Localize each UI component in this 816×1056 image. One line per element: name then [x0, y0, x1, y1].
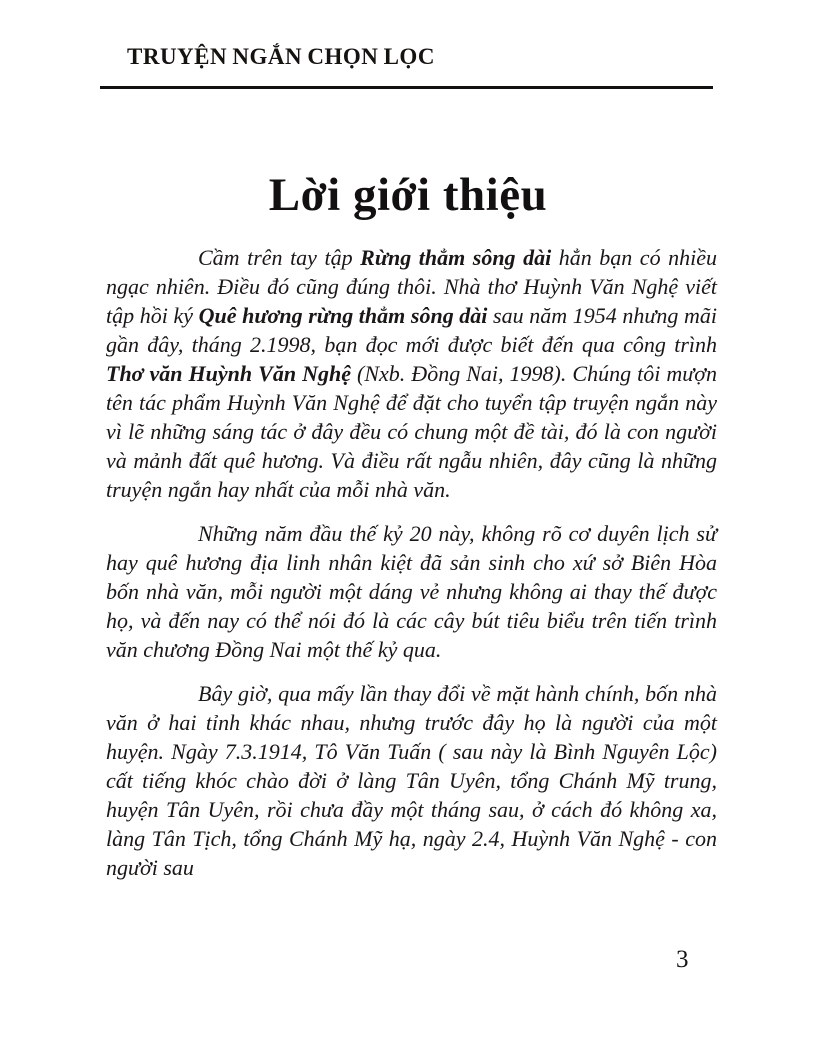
bold-run: Rừng thẳm sông dài: [360, 245, 552, 270]
paragraph: [106, 243, 717, 504]
text-run: sau năm 1954 nhưng mãi gần đây, tháng 2.1998, bạn đọc mới được biết đến qua công trình: [106, 303, 717, 357]
text-run: Bây giờ, qua mấy lần thay đổi về mặt hành chính, bốn nhà văn ở hai tỉnh khác nhau, nhưng trước đây họ là người của một huyện. Ngày 7.3.1914, Tô Văn Tuấn ( sau này là Bình Nguyên Lộc) cất tiếng khóc chào đời ở làng Tân Uyên, tổng Chánh Mỹ trung, huyện Tân Uyên, rồi chưa đầy một tháng sau, ở cách đó không xa, làng Tân Tịch, tổng Chánh Mỹ hạ, ngày 2.4, Huỳnh Văn Nghệ - con người sau: [106, 681, 717, 880]
paragraph: [106, 679, 717, 882]
text-run: Cầm trên tay tập: [198, 245, 361, 270]
header-rule: [100, 86, 713, 89]
page-number: 3: [676, 946, 689, 973]
page-title: Lời giới thiệu: [268, 169, 548, 221]
paragraph: [106, 519, 717, 664]
text-run: Những năm đầu thế kỷ 20 này, không rõ cơ duyên lịch sử hay quê hương địa linh nhân kiệt đã sản sinh cho xứ sở Biên Hòa bốn nhà văn, mỗi người một dáng vẻ nhưng không ai thay thế được họ, và đến nay có thể nói đó là các cây bút tiêu biểu trên tiến trình văn chương Đồng Nai một thế kỷ qua.: [106, 521, 717, 662]
bold-run: Quê hương rừng thẳm sông dài: [198, 303, 488, 328]
text-run: hẳn bạn có nhiều ngạc nhiên. Điều đó cũng đúng thôi. Nhà thơ Huỳnh Văn Nghệ viết tập hồi ký: [106, 245, 717, 328]
running-head: TRUYỆN NGẮN CHỌN LỌC: [127, 44, 435, 69]
bold-run: Thơ văn Huỳnh Văn Nghệ: [106, 361, 351, 386]
text-run: (Nxb. Đồng Nai, 1998). Chúng tôi mượn tên tác phẩm Huỳnh Văn Nghệ để đặt cho tuyển tập truyện ngắn này vì lẽ những sáng tác ở đây đều có chung một đề tài, đó là con người và mảnh đất quê hương. Và điều rất ngẫu nhiên, đây cũng là những truyện ngắn hay nhất của mỗi nhà văn.: [106, 361, 717, 502]
body-text: [106, 243, 717, 897]
